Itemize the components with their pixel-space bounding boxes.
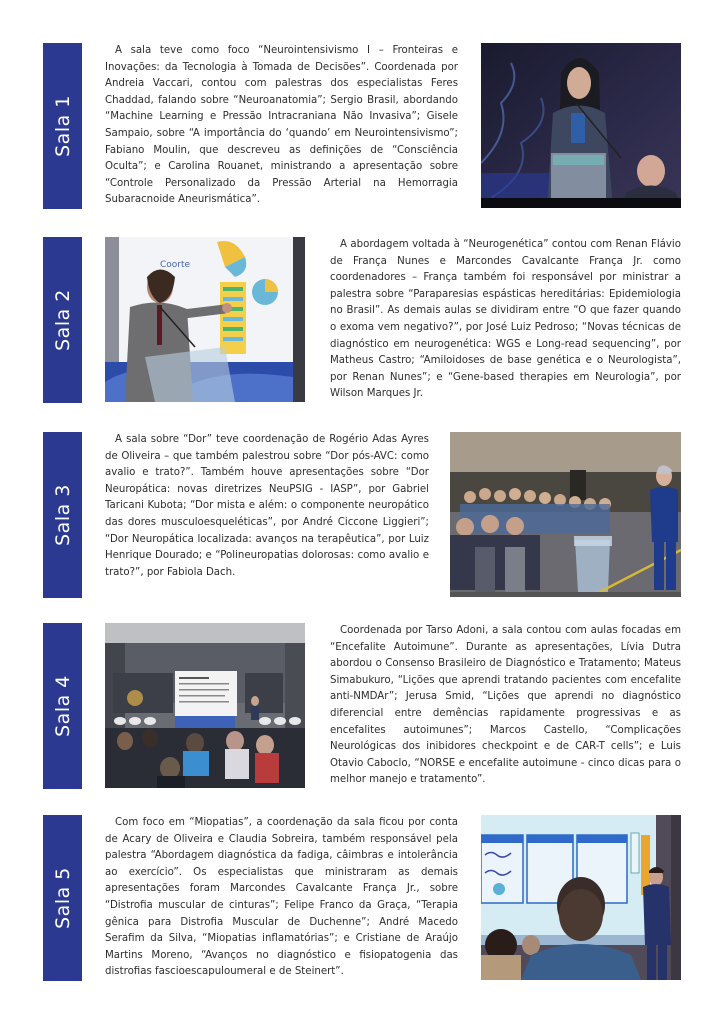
section-paragraph: A abordagem voltada à “Neurogenética” contou com Renan Flávio de França Nunes e Marcondes Cavalcante França Jr. como coordenadores – França também foi responsável por ministrar a palestra sobre “Paraparesias espásticas hereditárias: Epidemiologia no Brasil”. As demais aulas se dividiram entre “O que fazer quando o exoma vem negativo?”, por José Luiz Pedroso; “Novas técnicas de diagnóstico em neurogenética: WGS e Long-read sequencing”, por Matheus Castro; “Amiloidoses de base genética e o Neurologista”, por Renan Nunes”; e “Gene-based therapies em Neurologia”, por Wilson Marques Jr. xyxy=(330,239,681,400)
photo-speaker-woman-at-podium xyxy=(481,43,681,208)
photo-speaker-man-pointing-at-slide xyxy=(105,237,305,402)
room-label xyxy=(43,432,82,598)
section-sala-4 xyxy=(0,623,725,789)
room-label-text: Sala 1 xyxy=(51,95,74,157)
room-label xyxy=(43,815,82,981)
section-paragraph: A sala teve como foco “Neurointensivismo I – Fronteiras e Inovações: da Tecnologia à Tomada de Decisões”. Coordenada por Andreia Vaccari, contou com palestras dos especialistas Feres Chaddad, falando sobre “Neuroanatomia”; Sergio Brasil, abordando “Machine Learning e Pressão Intracraniana Não Invasiva”; Gisele Sampaio, sobre “A importância do ‘quando’ em Neurointensivismo”; Fabiano Moulin, que descreveu as definições de “Consciência Oculta”; e Carolina Rouanet, ministrando a apresentação sobre “Controle Personalizado da Pressão Arterial na Hemorragia Subaracnoide Aneurismática”. xyxy=(105,45,458,206)
room-label-text: Sala 3 xyxy=(51,484,74,546)
photo-speaker-facing-audience xyxy=(450,432,681,597)
svg-text:Coorte: Coorte xyxy=(160,260,191,270)
photo-conference-room-audience xyxy=(105,623,305,788)
room-label xyxy=(43,237,82,403)
section-sala-1 xyxy=(0,43,725,209)
section-sala-5 xyxy=(0,815,725,981)
section-sala-2 xyxy=(0,237,725,403)
section-sala-3 xyxy=(0,432,725,598)
section-paragraph: A sala sobre “Dor” teve coordenação de Rogério Adas Ayres de Oliveira – que também palestrou sobre “Dor pós-AVC: como avalio e trato?”. Também houve apresentações sobre “Dor Neuropática: novas diretrizes NeuPSIG - IASP”, por Gabriel Taricani Kubota; “Dor mista e além: o componente neuropático das dores musculoesqueléticas”, por André Ciccone Liggieri”; “Dor Neuropática localizada: avanços na terapêutica”, por Luiz Henrique Dourado; e “Polineuropatias dolorosas: como avalio e trato?”, por Fabiola Dach. xyxy=(105,434,429,578)
room-label-text: Sala 4 xyxy=(51,675,74,737)
room-label-text: Sala 5 xyxy=(51,867,74,929)
section-paragraph: Com foco em “Miopatias”, a coordenação da sala ficou por conta de Acary de Oliveira e Claudia Sobreira, também responsável pela palestra “Abordagem diagnóstica da fadiga, câimbras e intolerância ao exercício”. Os especialistas que ministraram as demais apresentações foram Marcondes Cavalcante França Jr., sobre “Distrofia muscular de cinturas”; Felipe Franco da Graça, “Terapia gênica para Distrofia Muscular de Duchenne”; André Macedo Serafim da Silva, “Miopatias inflamatórias”; e Cristiane de Araújo Martins Moreno, “Avanços no diagnóstico e fisiopatogenia das distrofias fascioescapuloumeral e de Steinert”. xyxy=(105,817,458,978)
section-paragraph: Coordenada por Tarso Adoni, a sala contou com aulas focadas em “Encefalite Autoimune”. Durante as apresentações, Lívia Dutra abordou o Consenso Brasileiro de Diagnóstico e Tratamento; Mateus Simabukuro, “Lições que aprendi tratando pacientes com encefalite anti-NMDAr”; Jerusa Smid, “Lições que aprendi no diagnóstico diferencial entre demências rapidamente progressivas e as encefalites autoimunes”; Marcos Castello, “Complicações Neurológicas dos inibidores checkpoint e de CAR-T cells”; e Luis Otavio Caboclo, “NORSE e encefalite autoimune - cinco dicas para o melhor manejo e tratamento”. xyxy=(330,625,681,786)
room-label xyxy=(43,623,82,789)
photo-speaker-with-microphone-and-slide xyxy=(481,815,681,980)
room-label xyxy=(43,43,82,209)
room-label-text: Sala 2 xyxy=(51,289,74,351)
